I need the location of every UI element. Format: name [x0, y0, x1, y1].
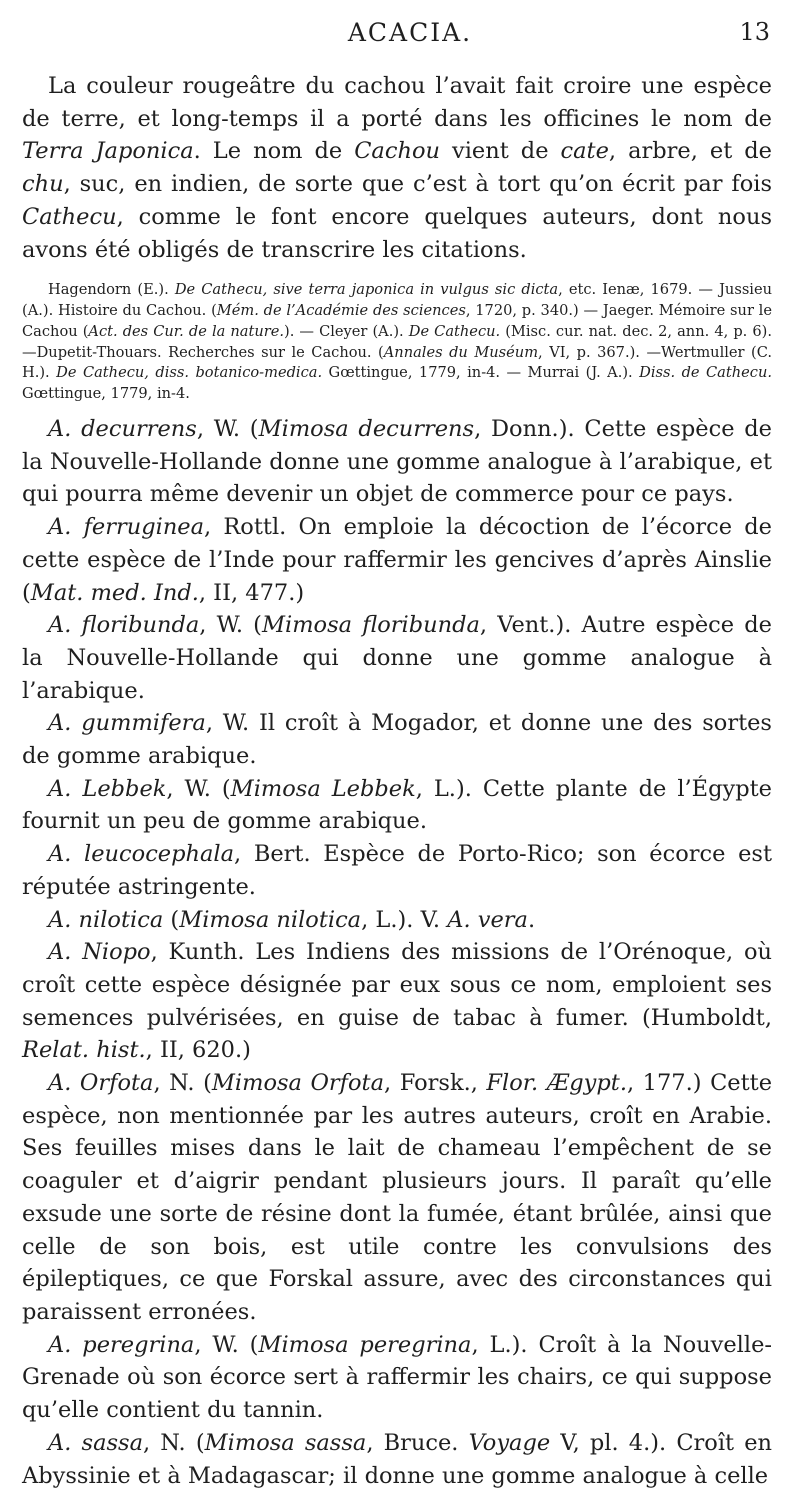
entry-nilotica: A. nilotica (Mimosa nilotica, L.). V. A. vera.: [48, 906, 536, 933]
entry-sassa: A. sassa, N. (Mimosa sassa, Bruce. Voyage V, pl. 4.). Croît en Abyssinie et à Madagascar; il donne une gomme analogue à celle: [22, 1429, 773, 1489]
entry-peregrina: A. peregrina, W. (Mimosa peregrina, L.). Croît à la Nouvelle-Grenade où son écorce sert à raffermir les chairs, ce qui suppose qu’elle contient du tannin.: [22, 1331, 772, 1424]
references-block: Hagendorn (E.). De Cathecu, sive terra japonica in vulgus sic dicta, etc. Ienæ, 1679. — Jussieu (A.). Histoire du Cachou. (Mém. de l’Académie des sciences, 1720, p. 340.) — Jaeger. Mémoire sur le Cachou (Act. des Cur. de la nature.). — Cleyer (A.). De Cathecu. (Misc. cur. nat. dec. 2, ann. 4, p. 6). —Dupetit-Thouars. Recherches sur le Cachou. (Annales du Muséum, VI, p. 367.). —Wertmuller (C. H.). De Cathecu, diss. botanico-medica. Gœttingue, 1779, in-4. — Murrai (J. A.). Diss. de Cathecu. Gœttingue, 1779, in-4.: [22, 281, 773, 403]
running-title: ACACIA.: [347, 18, 473, 47]
page-body: [22, 70, 772, 1492]
entry-ferruginea: A. ferruginea, Rottl. On emploie la décoction de l’écorce de cette espèce de l’Inde pour raffermir les gencives d’après Ainslie (Mat. med. Ind., II, 477.): [22, 514, 772, 606]
entry-niopo: A. Niopo, Kunth. Les Indiens des missions de l’Orénoque, où croît cette espèce désignée par eux sous ce nom, emploient ses semences pulvérisées, en guise de tabac à fumer. (Humboldt, Relat. hist., II, 620.): [22, 939, 772, 1064]
intro-paragraph: La couleur rougeâtre du cachou l’avait fait croire une espèce de terre, et long-temps il a porté dans les officines le nom de Terra Japonica. Le nom de Cachou vient de cate, arbre, et de chu, suc, en indien, de sorte que c’est à tort qu’on écrit par fois Cathecu, comme le font encore quelques auteurs, dont nous avons été obligés de transcrire les citations.: [22, 73, 772, 263]
entry-orfota: A. Orfota, N. (Mimosa Orfota, Forsk., Flor. Ægypt., 177.) Cette espèce, non mentionnée par les autres auteurs, croît en Arabie. Ses feuilles mises dans le lait de chameau l’empêchent de se coaguler et d’aigrir pendant plusieurs jours. Il paraît qu’elle exsude une sorte de résine dont la fumée, étant brûlée, ainsi que celle de son bois, est utile contre les convulsions des épileptiques, ce que Forskal assure, avec des circonstances qui paraissent erronées.: [22, 1070, 773, 1325]
running-head: [50, 18, 770, 58]
entry-decurrens: A. decurrens, W. (Mimosa decurrens, Donn.). Cette espèce de la Nouvelle-Hollande donne une gomme analogue à l’arabique, et qui pourra même devenir un objet de commerce pour ce pays.: [22, 416, 773, 508]
entry-floribunda: A. floribunda, W. (Mimosa floribunda, Vent.). Autre espèce de la Nouvelle-Hollande qui donne une gomme analogue à l’arabique.: [22, 612, 772, 704]
entry-leucocephala: A. leucocephala, Bert. Espèce de Porto-Rico; son écorce est réputée astringente.: [22, 841, 772, 900]
entry-lebbek: A. Lebbek, W. (Mimosa Lebbek, L.). Cette plante de l’Égypte fournit un peu de gomme arabique.: [22, 775, 772, 835]
page-number: 13: [739, 18, 770, 46]
entry-gummifera: A. gummifera, W. Il croît à Mogador, et donne une des sortes de gomme arabique.: [22, 710, 772, 770]
